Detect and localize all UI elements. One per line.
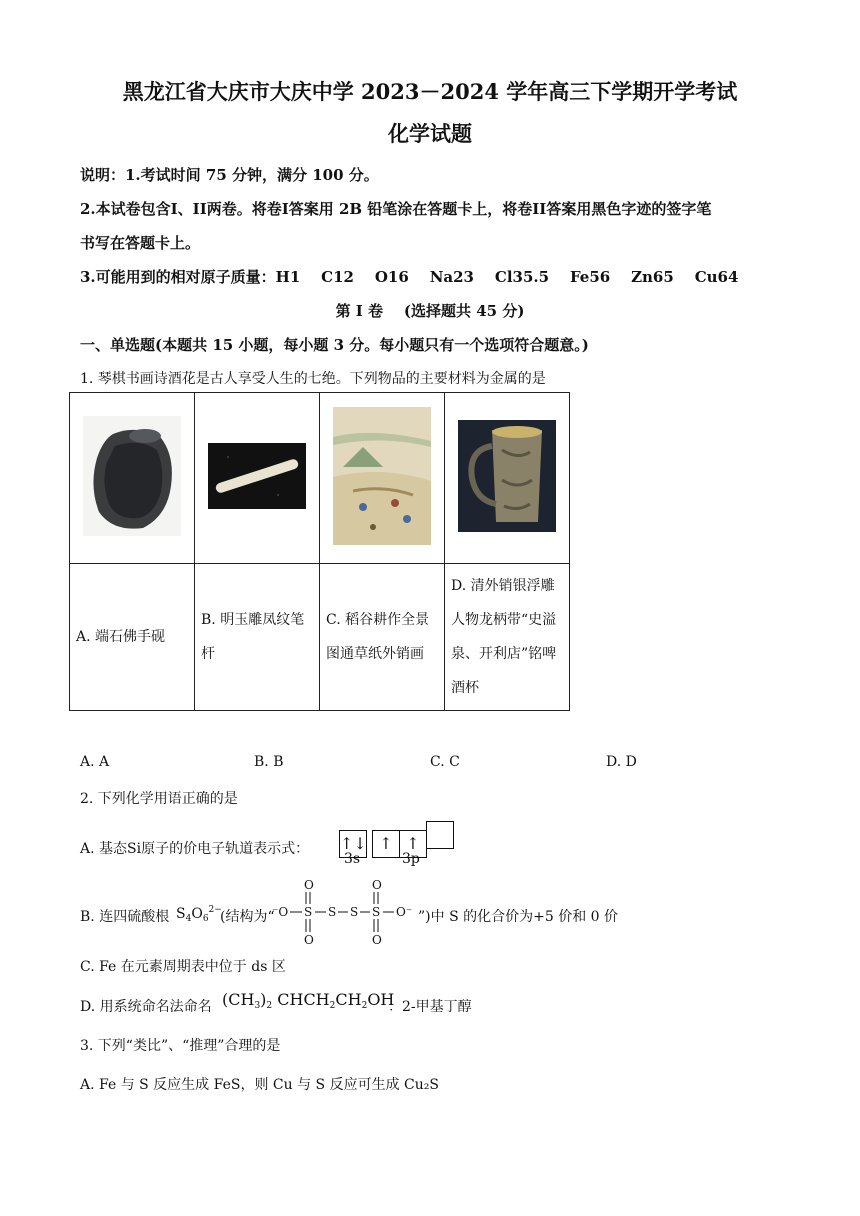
item-c-image-cell: [320, 393, 445, 564]
svg-text:O: O: [372, 933, 382, 947]
q1-option-a: A. A: [80, 754, 110, 770]
orbital-3p-label: 3p: [402, 851, 420, 867]
tetrathionate-structure: [270, 876, 420, 948]
q1-option-c: C. C: [430, 754, 460, 770]
part-heading: 一、单选题(本题共 15 小题，每小题 3 分。每小题只有一个选项符合题意。): [80, 336, 589, 354]
inkstone-image: [83, 416, 181, 536]
q1-option-d: D. D: [606, 754, 637, 770]
orbital-3s: ↑↓: [339, 830, 367, 858]
note-1: 说明：1.考试时间 75 分钟，满分 100 分。: [80, 166, 379, 184]
q2-option-a: A. 基态Si原子的价电子轨道表示式：: [80, 841, 310, 857]
exam-title: 黑龙江省大庆市大庆中学 2023－2024 学年高三下学期开学考试: [122, 79, 738, 104]
painting-image: [333, 407, 431, 545]
svg-text:S: S: [328, 905, 337, 919]
svg-text:O⁻: O⁻: [396, 905, 413, 919]
q2-option-b-prefix: B. 连四硫酸根: [80, 909, 170, 925]
item-d-caption: D. 清外销银浮雕人物龙柄带“史溢泉、开利店”铭啤酒杯: [445, 564, 570, 711]
orbital-3s-label: 3s: [344, 851, 361, 867]
svg-text:S: S: [304, 905, 313, 919]
q1-option-b: B. B: [254, 754, 284, 770]
item-b-image-cell: [195, 393, 320, 564]
q3-stem: 3. 下列“类比”、“推理”合理的是: [80, 1038, 281, 1054]
q2-option-b-suffix: ”)中 S 的化合价为+5 价和 0 价: [418, 909, 619, 925]
isopentanol-formula: $(CH_3)_2$ $CHCH_2CH_2OH$: [222, 990, 395, 1011]
q1-items-table: [69, 392, 570, 711]
volume-heading: 第 I 卷 (选择题共 45 分): [335, 302, 525, 320]
item-c-caption: C. 稻谷耕作全景图通草纸外销画: [320, 564, 445, 711]
exam-subtitle: 化学试题: [388, 121, 472, 146]
q2-option-d-suffix: ：2-甲基丁醇: [388, 999, 472, 1015]
item-a-image-cell: [70, 393, 195, 564]
svg-text:⁻O: ⁻O: [272, 905, 289, 919]
q1-stem: 1. 琴棋书画诗酒花是古人享受人生的七绝。下列物品的主要材料为金属的是: [80, 371, 546, 387]
svg-text:O: O: [304, 878, 314, 892]
svg-text:O: O: [304, 933, 314, 947]
note-3: 3.可能用到的相对原子质量：H1 C12 O16 Na23 Cl35.5 Fe56 Zn65 Cu64: [80, 268, 739, 286]
q2-option-d-prefix: D. 用系统命名法命名: [80, 999, 212, 1015]
item-b-caption: B. 明玉雕凤纹笔杆: [195, 564, 320, 711]
orbital-3p-2: ↑: [399, 830, 427, 858]
tetrathionate-formula: $S_4O_6^{2-}$: [176, 905, 222, 924]
q3-option-a: A. Fe 与 S 反应生成 FeS，则 Cu 与 S 反应可生成 Cu₂S: [80, 1077, 439, 1093]
svg-text:S: S: [350, 905, 359, 919]
svg-text:O: O: [372, 878, 382, 892]
q2-stem: 2. 下列化学用语正确的是: [80, 791, 238, 807]
item-d-image-cell: [445, 393, 570, 564]
note-2b: 书写在答题卡上。: [80, 234, 201, 252]
jade-brush-image: [208, 443, 306, 509]
q2-option-c: C. Fe 在元素周期表中位于 ds 区: [80, 959, 286, 975]
note-2a: 2.本试卷包含I、II两卷。将卷I答案用 2B 铅笔涂在答题卡上，将卷II答案用黑色字迹的签字笔: [80, 200, 712, 218]
orbital-3p-3: [426, 821, 454, 849]
silver-mug-image: [458, 420, 556, 532]
item-a-caption: A. 端石佛手砚: [70, 564, 195, 711]
q2-option-b-mid: (结构为“: [220, 909, 275, 925]
svg-text:S: S: [372, 905, 381, 919]
orbital-3p-1: ↑: [372, 830, 400, 858]
